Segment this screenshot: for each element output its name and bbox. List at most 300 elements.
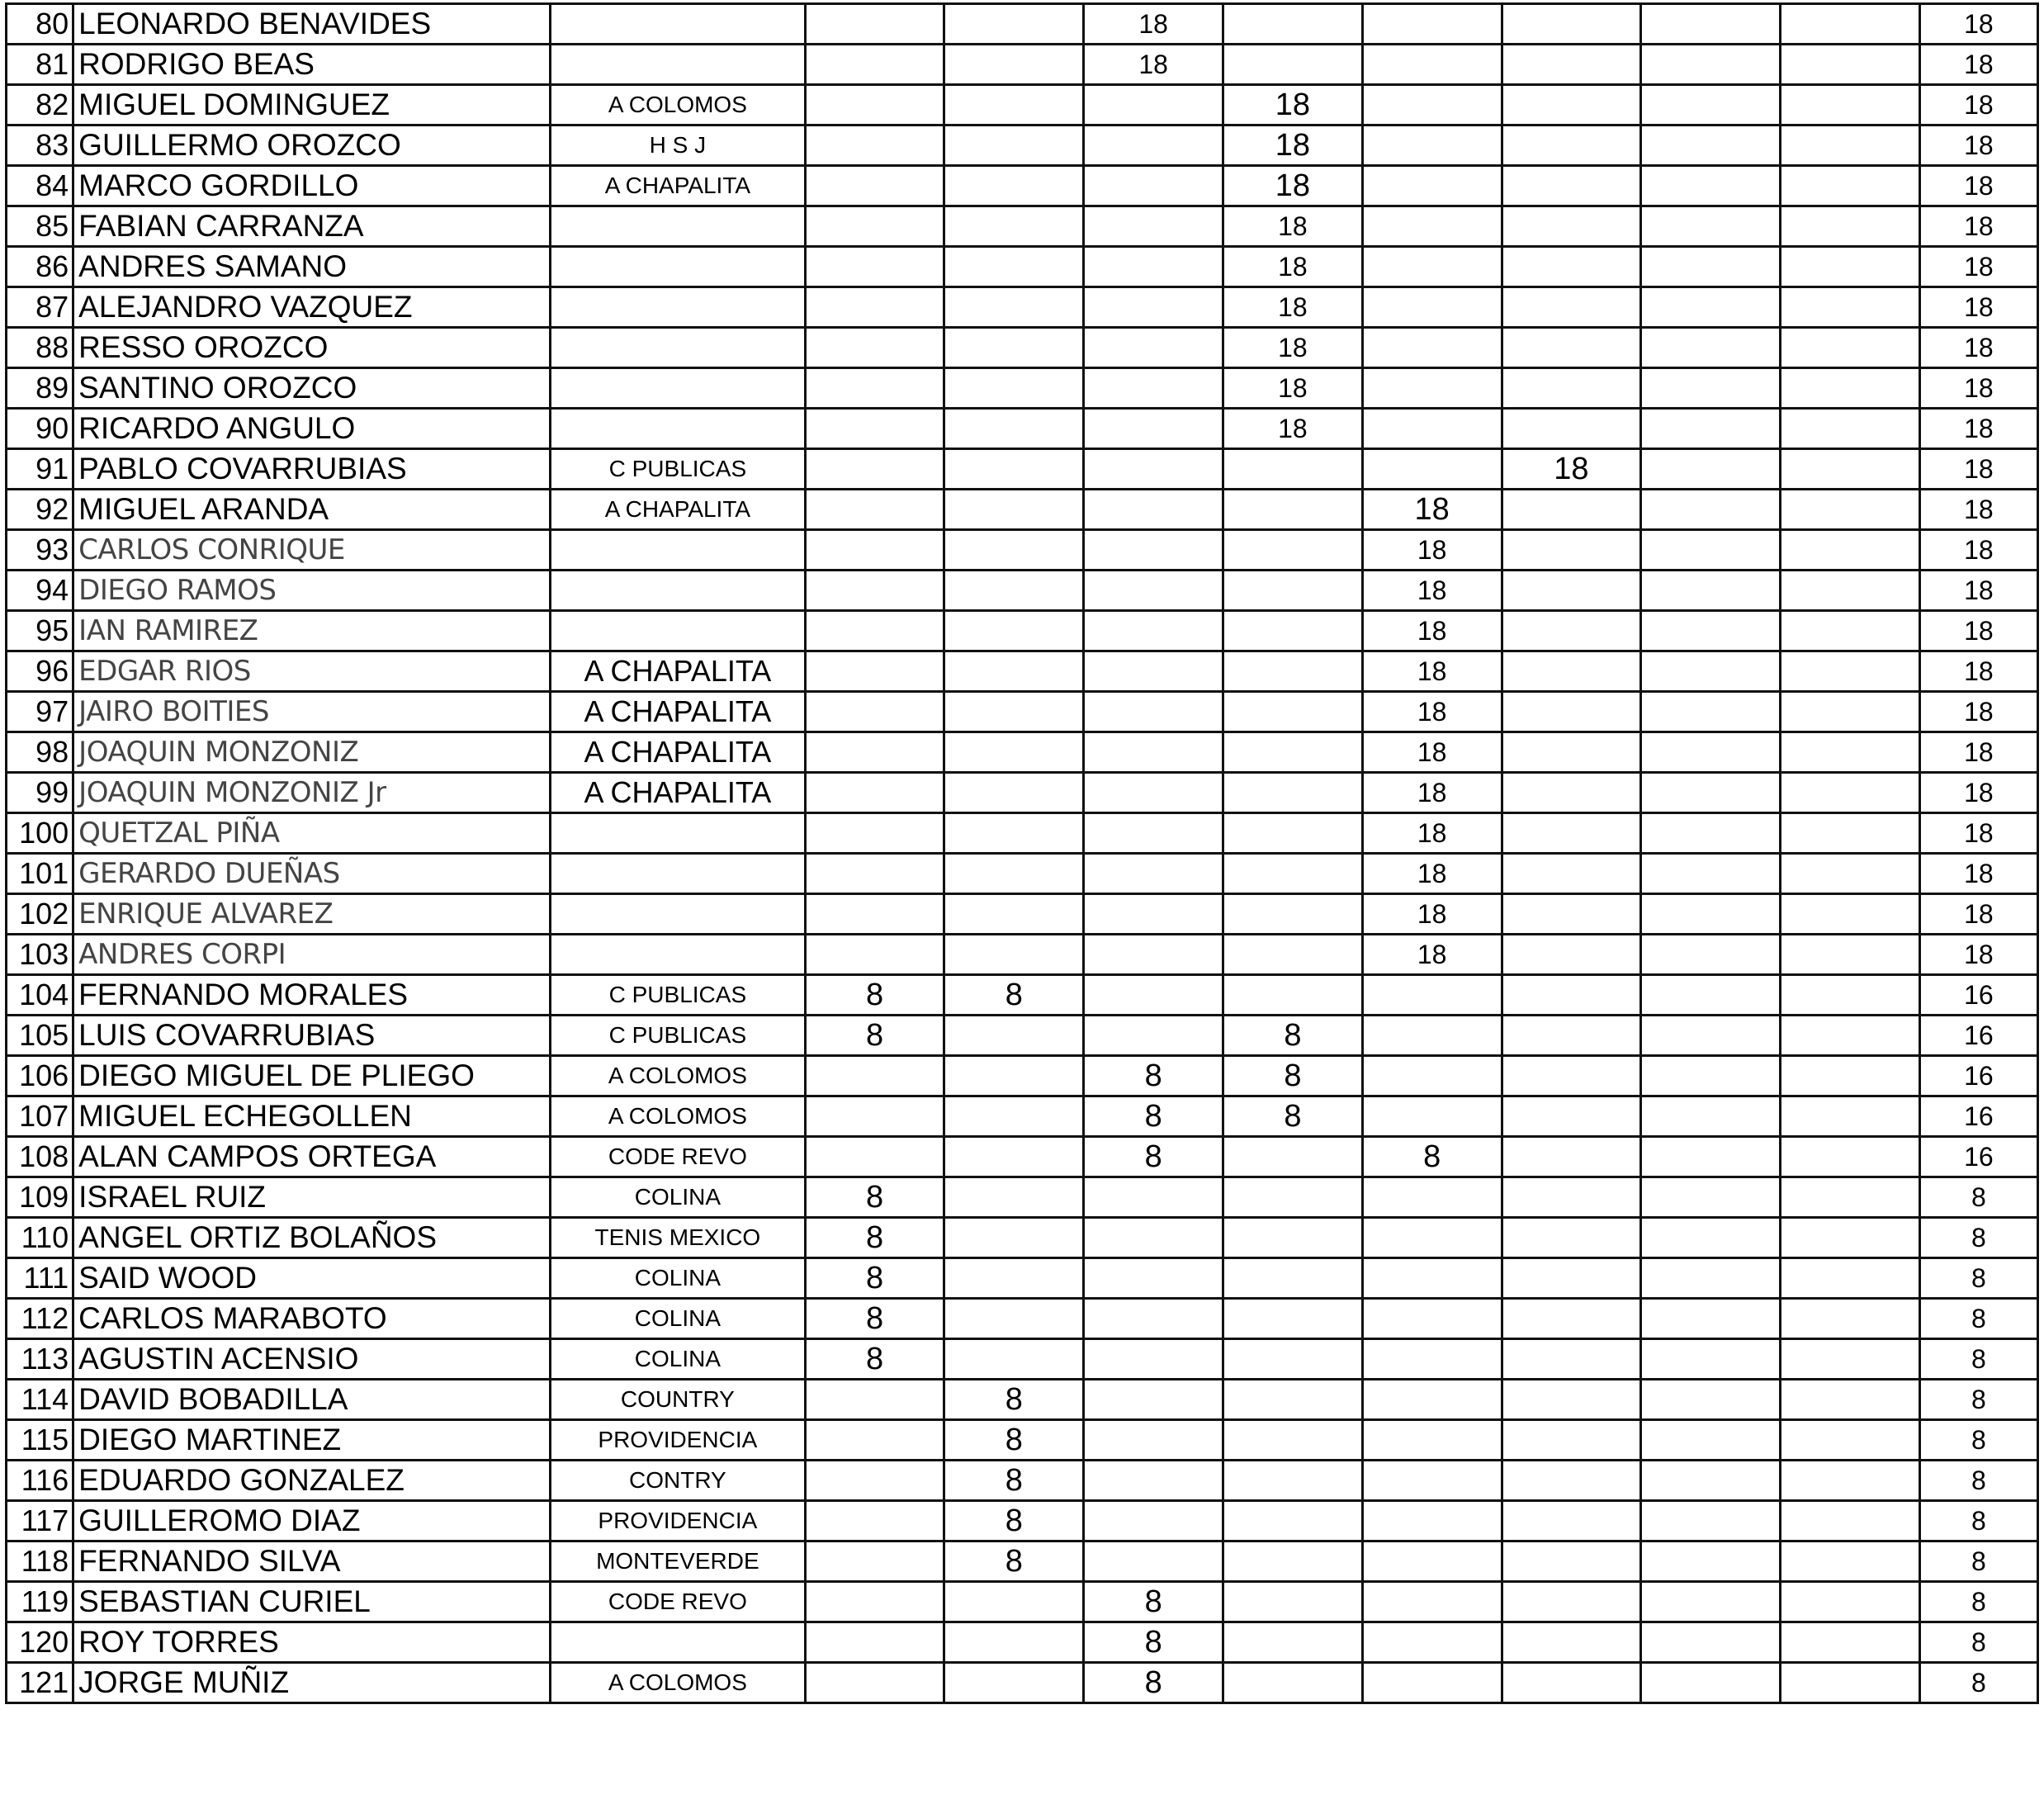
- player-name: JAIRO BOITIES: [73, 692, 551, 732]
- player-name: GERARDO DUEÑAS: [73, 854, 551, 894]
- tournament-points-8: [1781, 1582, 1920, 1622]
- player-name: JOAQUIN MONZONIZ Jr: [73, 773, 551, 813]
- tournament-points-6: [1502, 571, 1641, 611]
- tournament-points-3: 8: [1084, 1137, 1223, 1177]
- table-row: [7, 1380, 2038, 1420]
- tournament-points-1: [805, 368, 944, 409]
- tournament-points-5: [1362, 1663, 1502, 1703]
- total-points: 18: [1919, 166, 2037, 206]
- table-row: [7, 1461, 2038, 1501]
- tournament-points-8: [1781, 530, 1920, 571]
- tournament-points-8: [1781, 975, 1920, 1016]
- tournament-points-1: [805, 1056, 944, 1096]
- tournament-points-2: [944, 854, 1084, 894]
- tournament-points-6: [1502, 1137, 1641, 1177]
- total-points: 18: [1919, 935, 2037, 975]
- tournament-points-5: 18: [1362, 773, 1502, 813]
- tournament-points-3: 8: [1084, 1622, 1223, 1663]
- tournament-points-1: [805, 1096, 944, 1137]
- tournament-points-4: [1223, 1582, 1363, 1622]
- tournament-points-1: [805, 1663, 944, 1703]
- tournament-points-8: [1781, 247, 1920, 287]
- tournament-points-7: [1641, 1137, 1781, 1177]
- tournament-points-8: [1781, 85, 1920, 125]
- tournament-points-7: [1641, 854, 1781, 894]
- tournament-points-7: [1641, 1258, 1781, 1299]
- player-name: ENRIQUE ALVAREZ: [73, 894, 551, 935]
- tournament-points-2: [944, 166, 1084, 206]
- row-number: 98: [7, 732, 73, 773]
- tournament-points-6: [1502, 1622, 1641, 1663]
- tournament-points-4: 18: [1223, 206, 1363, 247]
- tournament-points-1: [805, 935, 944, 975]
- tournament-points-1: [805, 1541, 944, 1582]
- tournament-points-8: [1781, 1299, 1920, 1339]
- player-name: SANTINO OROZCO: [73, 368, 551, 409]
- tournament-points-3: [1084, 125, 1223, 166]
- tournament-points-6: [1502, 773, 1641, 813]
- club-name: TENIS MEXICO: [551, 1218, 806, 1258]
- tournament-points-2: [944, 935, 1084, 975]
- tournament-points-4: [1223, 813, 1363, 854]
- tournament-points-2: 8: [944, 1461, 1084, 1501]
- tournament-points-6: [1502, 328, 1641, 368]
- tournament-points-3: [1084, 692, 1223, 732]
- club-name: COLINA: [551, 1258, 806, 1299]
- tournament-points-1: [805, 449, 944, 490]
- tournament-points-7: [1641, 692, 1781, 732]
- tournament-points-5: [1362, 1218, 1502, 1258]
- player-name: ANDRES CORPI: [73, 935, 551, 975]
- table-row: [7, 206, 2038, 247]
- tournament-points-8: [1781, 651, 1920, 692]
- player-name: ANDRES SAMANO: [73, 247, 551, 287]
- club-name: H S J: [551, 125, 806, 166]
- club-name: [551, 247, 806, 287]
- tournament-points-5: [1362, 45, 1502, 85]
- total-points: 18: [1919, 813, 2037, 854]
- tournament-points-8: [1781, 1420, 1920, 1461]
- table-row: [7, 1420, 2038, 1461]
- tournament-points-3: [1084, 206, 1223, 247]
- table-row: [7, 449, 2038, 490]
- tournament-points-5: 18: [1362, 692, 1502, 732]
- tournament-points-5: [1362, 85, 1502, 125]
- tournament-points-2: [944, 4, 1084, 45]
- tournament-points-7: [1641, 1380, 1781, 1420]
- tournament-points-8: [1781, 1380, 1920, 1420]
- club-name: A CHAPALITA: [551, 166, 806, 206]
- tournament-points-1: 8: [805, 1177, 944, 1218]
- total-points: 8: [1919, 1541, 2037, 1582]
- row-number: 88: [7, 328, 73, 368]
- tournament-points-3: [1084, 1380, 1223, 1420]
- player-name: GUILLEROMO DIAZ: [73, 1501, 551, 1541]
- tournament-points-5: 18: [1362, 894, 1502, 935]
- tournament-points-5: [1362, 368, 1502, 409]
- tournament-points-6: [1502, 1461, 1641, 1501]
- ranking-table: [5, 2, 2039, 1704]
- tournament-points-6: [1502, 490, 1641, 530]
- tournament-points-5: 18: [1362, 611, 1502, 651]
- tournament-points-4: 8: [1223, 1016, 1363, 1056]
- tournament-points-4: [1223, 894, 1363, 935]
- tournament-points-7: [1641, 1218, 1781, 1258]
- tournament-points-6: [1502, 166, 1641, 206]
- tournament-points-6: [1502, 1258, 1641, 1299]
- player-name: ISRAEL RUIZ: [73, 1177, 551, 1218]
- tournament-points-8: [1781, 1016, 1920, 1056]
- total-points: 18: [1919, 247, 2037, 287]
- club-name: A CHAPALITA: [551, 490, 806, 530]
- club-name: [551, 935, 806, 975]
- tournament-points-5: [1362, 1056, 1502, 1096]
- row-number: 118: [7, 1541, 73, 1582]
- player-name: IAN RAMIREZ: [73, 611, 551, 651]
- row-number: 99: [7, 773, 73, 813]
- tournament-points-7: [1641, 1622, 1781, 1663]
- tournament-points-4: [1223, 773, 1363, 813]
- tournament-points-7: [1641, 85, 1781, 125]
- tournament-points-6: [1502, 651, 1641, 692]
- tournament-points-7: [1641, 1096, 1781, 1137]
- tournament-points-5: [1362, 409, 1502, 449]
- tournament-points-7: [1641, 449, 1781, 490]
- table-row: [7, 287, 2038, 328]
- tournament-points-7: [1641, 4, 1781, 45]
- tournament-points-2: [944, 287, 1084, 328]
- tournament-points-6: [1502, 85, 1641, 125]
- tournament-points-7: [1641, 651, 1781, 692]
- table-row: [7, 1056, 2038, 1096]
- table-row: [7, 1339, 2038, 1380]
- tournament-points-7: [1641, 571, 1781, 611]
- tournament-points-3: [1084, 1177, 1223, 1218]
- total-points: 8: [1919, 1258, 2037, 1299]
- tournament-points-5: [1362, 1258, 1502, 1299]
- row-number: 80: [7, 4, 73, 45]
- club-name: PROVIDENCIA: [551, 1420, 806, 1461]
- club-name: [551, 206, 806, 247]
- tournament-points-5: [1362, 1299, 1502, 1339]
- total-points: 18: [1919, 328, 2037, 368]
- tournament-points-5: [1362, 1339, 1502, 1380]
- tournament-points-6: [1502, 1663, 1641, 1703]
- tournament-points-7: [1641, 813, 1781, 854]
- tournament-points-8: [1781, 1339, 1920, 1380]
- tournament-points-6: [1502, 125, 1641, 166]
- row-number: 102: [7, 894, 73, 935]
- tournament-points-3: [1084, 449, 1223, 490]
- club-name: [551, 894, 806, 935]
- row-number: 104: [7, 975, 73, 1016]
- total-points: 8: [1919, 1339, 2037, 1380]
- tournament-points-8: [1781, 935, 1920, 975]
- club-name: CONTRY: [551, 1461, 806, 1501]
- table-row: [7, 813, 2038, 854]
- tournament-points-1: [805, 85, 944, 125]
- tournament-points-2: [944, 247, 1084, 287]
- tournament-points-2: [944, 206, 1084, 247]
- club-name: C PUBLICAS: [551, 975, 806, 1016]
- tournament-points-3: 8: [1084, 1582, 1223, 1622]
- tournament-points-8: [1781, 490, 1920, 530]
- player-name: AGUSTIN ACENSIO: [73, 1339, 551, 1380]
- tournament-points-1: [805, 166, 944, 206]
- tournament-points-1: [805, 530, 944, 571]
- row-number: 94: [7, 571, 73, 611]
- row-number: 109: [7, 1177, 73, 1218]
- player-name: FABIAN CARRANZA: [73, 206, 551, 247]
- tournament-points-7: [1641, 732, 1781, 773]
- player-name: MIGUEL ARANDA: [73, 490, 551, 530]
- row-number: 105: [7, 1016, 73, 1056]
- tournament-points-3: 18: [1084, 4, 1223, 45]
- tournament-points-7: [1641, 287, 1781, 328]
- club-name: A CHAPALITA: [551, 773, 806, 813]
- tournament-points-3: [1084, 328, 1223, 368]
- tournament-points-2: [944, 368, 1084, 409]
- tournament-points-2: [944, 1177, 1084, 1218]
- total-points: 16: [1919, 1056, 2037, 1096]
- tournament-points-2: [944, 449, 1084, 490]
- total-points: 8: [1919, 1663, 2037, 1703]
- row-number: 89: [7, 368, 73, 409]
- tournament-points-3: [1084, 85, 1223, 125]
- table-row: [7, 611, 2038, 651]
- tournament-points-4: [1223, 1541, 1363, 1582]
- club-name: PROVIDENCIA: [551, 1501, 806, 1541]
- total-points: 18: [1919, 85, 2037, 125]
- player-name: LEONARDO BENAVIDES: [73, 4, 551, 45]
- tournament-points-8: [1781, 368, 1920, 409]
- tournament-points-3: [1084, 409, 1223, 449]
- tournament-points-7: [1641, 1461, 1781, 1501]
- tournament-points-8: [1781, 813, 1920, 854]
- tournament-points-3: [1084, 490, 1223, 530]
- row-number: 90: [7, 409, 73, 449]
- tournament-points-3: 18: [1084, 45, 1223, 85]
- tournament-points-6: [1502, 1177, 1641, 1218]
- tournament-points-4: [1223, 732, 1363, 773]
- tournament-points-5: 18: [1362, 490, 1502, 530]
- tournament-points-5: [1362, 1380, 1502, 1420]
- tournament-points-4: [1223, 530, 1363, 571]
- row-number: 87: [7, 287, 73, 328]
- tournament-points-3: [1084, 975, 1223, 1016]
- row-number: 121: [7, 1663, 73, 1703]
- tournament-points-8: [1781, 773, 1920, 813]
- tournament-points-3: [1084, 1218, 1223, 1258]
- tournament-points-3: [1084, 1420, 1223, 1461]
- player-name: MARCO GORDILLO: [73, 166, 551, 206]
- tournament-points-1: [805, 813, 944, 854]
- tournament-points-8: [1781, 1663, 1920, 1703]
- tournament-points-6: [1502, 206, 1641, 247]
- tournament-points-1: [805, 45, 944, 85]
- player-name: LUIS COVARRUBIAS: [73, 1016, 551, 1056]
- tournament-points-2: 8: [944, 1420, 1084, 1461]
- tournament-points-1: 8: [805, 975, 944, 1016]
- tournament-points-1: 8: [805, 1258, 944, 1299]
- table-row: [7, 692, 2038, 732]
- total-points: 18: [1919, 854, 2037, 894]
- row-number: 106: [7, 1056, 73, 1096]
- total-points: 18: [1919, 732, 2037, 773]
- table-row: [7, 247, 2038, 287]
- tournament-points-2: [944, 1016, 1084, 1056]
- tournament-points-2: [944, 1299, 1084, 1339]
- tournament-points-3: [1084, 894, 1223, 935]
- tournament-points-8: [1781, 1501, 1920, 1541]
- tournament-points-3: [1084, 1299, 1223, 1339]
- tournament-points-7: [1641, 490, 1781, 530]
- tournament-points-4: 18: [1223, 247, 1363, 287]
- tournament-points-2: [944, 85, 1084, 125]
- total-points: 18: [1919, 287, 2037, 328]
- club-name: COUNTRY: [551, 1380, 806, 1420]
- club-name: A COLOMOS: [551, 1663, 806, 1703]
- tournament-points-6: [1502, 368, 1641, 409]
- tournament-points-6: [1502, 813, 1641, 854]
- player-name: ANGEL ORTIZ BOLAÑOS: [73, 1218, 551, 1258]
- club-name: [551, 1622, 806, 1663]
- tournament-points-6: [1502, 530, 1641, 571]
- tournament-points-8: [1781, 449, 1920, 490]
- row-number: 119: [7, 1582, 73, 1622]
- player-name: PABLO COVARRUBIAS: [73, 449, 551, 490]
- tournament-points-4: [1223, 1380, 1363, 1420]
- total-points: 18: [1919, 894, 2037, 935]
- row-number: 101: [7, 854, 73, 894]
- club-name: [551, 287, 806, 328]
- table-row: [7, 1541, 2038, 1582]
- tournament-points-4: 18: [1223, 125, 1363, 166]
- tournament-points-2: [944, 894, 1084, 935]
- tournament-points-6: [1502, 4, 1641, 45]
- tournament-points-6: [1502, 1299, 1641, 1339]
- tournament-points-3: [1084, 854, 1223, 894]
- club-name: COLINA: [551, 1339, 806, 1380]
- tournament-points-8: [1781, 1258, 1920, 1299]
- total-points: 8: [1919, 1177, 2037, 1218]
- tournament-points-8: [1781, 854, 1920, 894]
- tournament-points-7: [1641, 975, 1781, 1016]
- tournament-points-2: [944, 1137, 1084, 1177]
- tournament-points-1: 8: [805, 1339, 944, 1380]
- tournament-points-3: [1084, 1016, 1223, 1056]
- tournament-points-7: [1641, 773, 1781, 813]
- table-row: [7, 975, 2038, 1016]
- tournament-points-5: 8: [1362, 1137, 1502, 1177]
- total-points: 8: [1919, 1218, 2037, 1258]
- tournament-points-1: [805, 1622, 944, 1663]
- club-name: CODE REVO: [551, 1137, 806, 1177]
- tournament-points-7: [1641, 611, 1781, 651]
- tournament-points-7: [1641, 935, 1781, 975]
- tournament-points-4: 18: [1223, 287, 1363, 328]
- tournament-points-7: [1641, 1420, 1781, 1461]
- tournament-points-6: [1502, 1541, 1641, 1582]
- tournament-points-1: [805, 1137, 944, 1177]
- tournament-points-3: [1084, 247, 1223, 287]
- tournament-points-5: [1362, 247, 1502, 287]
- tournament-points-5: [1362, 1096, 1502, 1137]
- tournament-points-6: [1502, 1056, 1641, 1096]
- tournament-points-7: [1641, 45, 1781, 85]
- club-name: [551, 854, 806, 894]
- player-name: ALEJANDRO VAZQUEZ: [73, 287, 551, 328]
- tournament-points-7: [1641, 894, 1781, 935]
- tournament-points-3: 8: [1084, 1056, 1223, 1096]
- tournament-points-5: [1362, 1420, 1502, 1461]
- player-name: CARLOS MARABOTO: [73, 1299, 551, 1339]
- tournament-points-1: [805, 651, 944, 692]
- tournament-points-4: [1223, 4, 1363, 45]
- row-number: 108: [7, 1137, 73, 1177]
- tournament-points-4: [1223, 45, 1363, 85]
- tournament-points-3: [1084, 773, 1223, 813]
- player-name: CARLOS CONRIQUE: [73, 530, 551, 571]
- tournament-points-6: [1502, 1582, 1641, 1622]
- table-row: [7, 409, 2038, 449]
- table-row: [7, 1582, 2038, 1622]
- tournament-points-1: [805, 4, 944, 45]
- club-name: A CHAPALITA: [551, 732, 806, 773]
- tournament-points-8: [1781, 328, 1920, 368]
- player-name: JORGE MUÑIZ: [73, 1663, 551, 1703]
- table-row: [7, 4, 2038, 45]
- player-name: JOAQUIN MONZONIZ: [73, 732, 551, 773]
- tournament-points-5: [1362, 1501, 1502, 1541]
- tournament-points-1: [805, 1461, 944, 1501]
- tournament-points-3: [1084, 1501, 1223, 1541]
- tournament-points-4: [1223, 854, 1363, 894]
- tournament-points-8: [1781, 692, 1920, 732]
- table-row: [7, 530, 2038, 571]
- tournament-points-3: [1084, 732, 1223, 773]
- tournament-points-2: [944, 45, 1084, 85]
- tournament-points-1: 8: [805, 1218, 944, 1258]
- tournament-points-6: [1502, 287, 1641, 328]
- tournament-points-3: [1084, 1541, 1223, 1582]
- tournament-points-7: [1641, 1541, 1781, 1582]
- player-name: FERNANDO MORALES: [73, 975, 551, 1016]
- tournament-points-8: [1781, 1461, 1920, 1501]
- club-name: A COLOMOS: [551, 1056, 806, 1096]
- tournament-points-5: [1362, 328, 1502, 368]
- tournament-points-6: 18: [1502, 449, 1641, 490]
- tournament-points-6: [1502, 247, 1641, 287]
- club-name: [551, 611, 806, 651]
- tournament-points-1: 8: [805, 1016, 944, 1056]
- row-number: 116: [7, 1461, 73, 1501]
- tournament-points-1: [805, 1420, 944, 1461]
- tournament-points-8: [1781, 1177, 1920, 1218]
- tournament-points-6: [1502, 45, 1641, 85]
- tournament-points-8: [1781, 166, 1920, 206]
- total-points: 8: [1919, 1461, 2037, 1501]
- tournament-points-4: [1223, 1420, 1363, 1461]
- tournament-points-3: [1084, 651, 1223, 692]
- tournament-points-1: [805, 125, 944, 166]
- tournament-points-1: [805, 490, 944, 530]
- row-number: 82: [7, 85, 73, 125]
- tournament-points-2: [944, 651, 1084, 692]
- tournament-points-6: [1502, 1339, 1641, 1380]
- table-row: [7, 45, 2038, 85]
- table-row: [7, 894, 2038, 935]
